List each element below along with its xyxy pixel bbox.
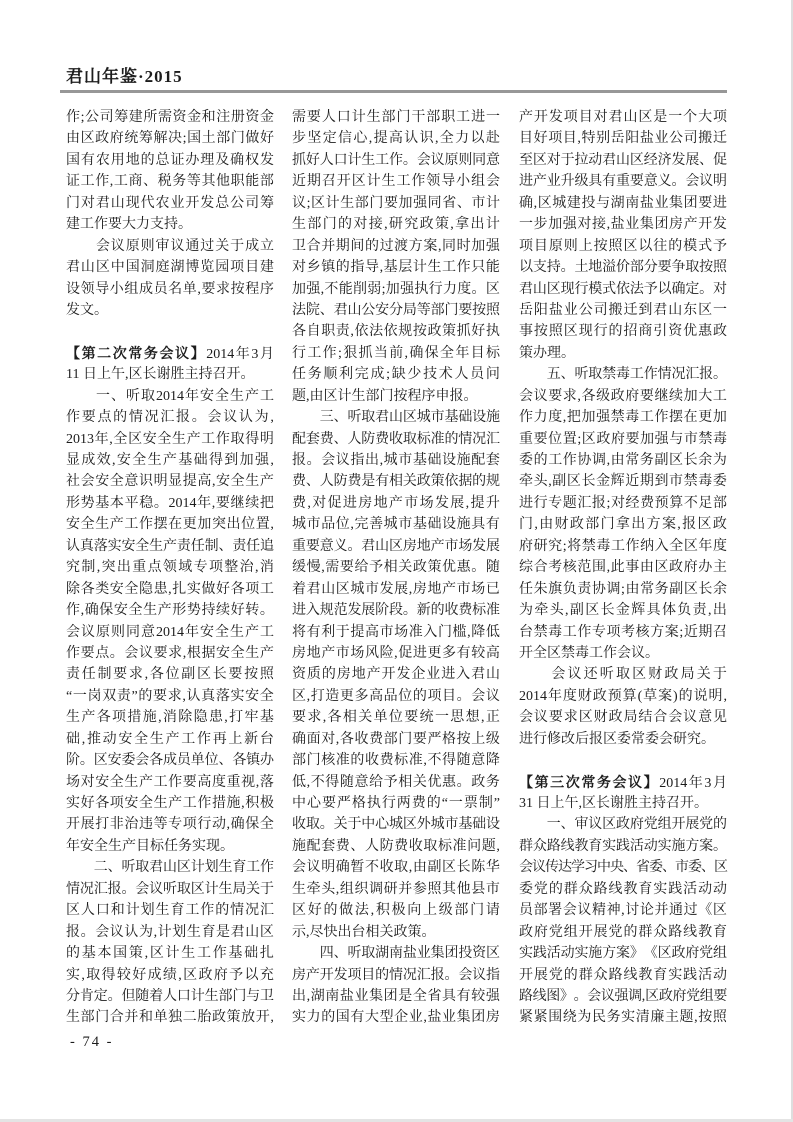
text-line: 出 , 湖 南 盐 业 集 团 是 全 省 具 有 较 强 xyxy=(292,988,500,1004)
text-line: 产 开 发 项 目 对 君 山 区 是 一 个 大 项 xyxy=(519,110,727,125)
text-line: 一 、 审 议 区 政 府 党 组 开 展 党 的 xyxy=(546,817,728,833)
text-line: 委 党 的 群 众 路 线 教 育 实 践 活 动 动 xyxy=(519,881,727,897)
text-line: 费 、 人 防 费 是 有 相 关 政 策 依 据 的 规 xyxy=(292,474,501,490)
text-line: 进 入 规 范 发 展 阶 段 。 新 的 收 费 标 准 xyxy=(292,603,501,619)
text-line: 11 日上午,区长谢胜主持召开。 xyxy=(66,367,255,383)
text-line: 配 套 费 、 人 防 费 收 取 标 准 的 情 况 汇 xyxy=(292,431,501,447)
paragraph xyxy=(519,772,727,815)
entry-heading: 务 xyxy=(143,344,158,361)
text-line: 台 禁 毒 工 作 专 项 考 核 方 案 ; 近 期 召 xyxy=(519,624,727,640)
text-line: 会 议 原 则 同 意 2014 年 安 全 生 产 工 xyxy=(66,624,274,640)
text-line: 步 坚 定 信 心 , 提 高 认 识 , 全 力 以 赴 xyxy=(292,131,500,147)
text-line: 至 区 对 于 拉 动 君 山 区 经 济 发 展 、 促 xyxy=(519,152,728,168)
text-line: 题,由区计生部门按程序申报。 xyxy=(292,388,478,404)
text-line: 31 日上午,区长谢胜主持召开。 xyxy=(519,796,708,811)
text-line: 议 ; 区 计 生 部 门 要 加 强 同 省 、 市 计 xyxy=(292,195,500,211)
text-line: 作 , 确 保 安 全 生 产 形 势 持 续 好 转 。 xyxy=(66,603,274,619)
text-line: 社 会 安 全 意 识 明 显 提 高 , 安 全 生 产 xyxy=(66,474,274,490)
text-line: 部 门 核 准 的 收 费 标 准 , 不 得 随 意 降 xyxy=(292,753,500,769)
entry-heading: 】 xyxy=(643,773,658,790)
text-line: 三 、 听 取 君 山 区 城 市 基 础 设 施 xyxy=(319,410,501,426)
text-line: 员 部 署 会 议 精 神 , 讨 论 并 通 过 《 区 xyxy=(519,903,727,919)
text-line: 将 有 利 于 提 高 市 场 准 入 门 槛 , 降 低 xyxy=(292,624,500,640)
text-line: 【 第 三 次 常 务 会 议 】 2014 年 3 月 xyxy=(519,772,727,793)
text-line: 群 众 路 线 教 育 实 践 活 动 实 施 方 案 。 xyxy=(519,838,728,854)
entry-heading: 第 xyxy=(534,773,549,790)
paragraph xyxy=(292,943,500,1029)
text-line: 进 行 专 题 汇 报 ; 对 经 费 预 算 不 足 部 xyxy=(519,495,727,511)
text-line: 紧 紧 围 绕 为 民 务 实 清 廉 主 题 , 按 照 xyxy=(519,1010,727,1026)
entry-heading: 会 xyxy=(159,344,174,361)
text-line: 安 全 生 产 工 作 摆 在 更 加 突 出 位 置 , xyxy=(66,517,274,533)
text-line: 近 期 召 开 区 计 生 工 作 领 导 小 组 会 xyxy=(292,174,500,190)
text-line: 重 要 位 置 ; 区 政 府 要 加 强 与 市 禁 毒 xyxy=(519,431,727,447)
text-line: 究 制 , 突 出 重 点 领 域 专 项 整 治 , 消 xyxy=(66,560,274,576)
text-line: 示,尽快出台相关政策。 xyxy=(292,924,436,940)
text-line: 门 , 由 财 政 部 门 拿 出 方 案 , 报 区 政 xyxy=(519,517,727,533)
text-line: 报 。 会 议 指 出 , 城 市 基 础 设 施 配 套 xyxy=(292,453,500,468)
text-line: 各 自 职 责 , 依 法 依 规 按 政 策 抓 好 执 xyxy=(292,324,500,340)
paragraph xyxy=(66,343,274,386)
entry-heading: 【 xyxy=(66,344,80,361)
text-line: 进 产 业 升 级 具 有 重 要 意 义 。 会 议 明 xyxy=(519,174,728,190)
paragraph xyxy=(292,107,500,407)
paragraph xyxy=(66,107,274,236)
text-line: 一 、 听 取 2014 年 安 全 生 产 工 xyxy=(96,388,274,404)
text-line: 作 ; 公 司 筹 建 所 需 资 金 和 注 册 资 金 xyxy=(66,110,274,125)
text-line: 重 要 意 义 。 君 山 区 房 地 产 市 场 发 展 xyxy=(292,538,501,554)
entry-heading: 三 xyxy=(550,773,565,790)
text-line: 着 君 山 区 城 市 发 展 , 房 地 产 市 场 已 xyxy=(292,581,500,597)
text-line: 会 议 要 求 区 财 政 局 结 合 会 议 意 见 xyxy=(519,710,727,726)
paragraph-gap xyxy=(519,750,727,771)
text-line: 2013 年 , 全 区 安 全 生 产 工 作 取 得 明 xyxy=(66,431,274,447)
text-line: 一 步 加 强 对 接 , 盐 业 集 团 房 产 开 发 xyxy=(519,217,727,233)
text-line: 为 牵 头 , 副 区 长 金 辉 具 体 负 责 , 出 xyxy=(519,603,727,619)
text-line: 项 目 原 则 上 按 照 区 以 往 的 模 式 予 xyxy=(519,238,727,254)
text-line: 的 基 本 国 策 , 区 计 生 工 作 基 础 扎 xyxy=(66,946,274,962)
text-line: 进行修改后报区委常委会研究。 xyxy=(519,731,715,747)
page-number: - 74 - xyxy=(70,1034,114,1050)
text-line: 任 朱 旗 负 责 协 调 ; 由 常 务 副 区 长 余 xyxy=(519,581,727,597)
text-line: 责 任 制 要 求 , 各 位 副 区 长 要 按 照 xyxy=(66,667,274,683)
text-line: 路 线 图 》 。 会 议 强 调 , 区 政 府 党 组 要 xyxy=(519,988,728,1004)
text-line: 对 乡 镇 的 指 导 , 基 层 计 生 工 作 只 能 xyxy=(292,260,500,276)
text-line: 础 , 推 动 安 全 生 产 工 作 再 上 新 台 xyxy=(66,731,274,747)
text-line: 作 力 度 , 把 加 强 禁 毒 工 作 摆 在 更 加 xyxy=(519,410,727,426)
text-line: 会 议 原 则 审 议 通 过 关 于 成 立 xyxy=(95,238,274,254)
text-line: 委 的 工 作 协 调 , 由 常 务 副 区 长 余 为 xyxy=(519,453,727,468)
header-rule xyxy=(60,90,727,93)
text-line: 由 区 政 府 统 筹 解 决 ; 国 土 部 门 做 好 xyxy=(66,131,274,147)
paragraph xyxy=(66,857,274,1029)
text-column-2 xyxy=(292,107,500,1029)
text-line: 低 , 不 得 随 意 给 予 相 关 优 惠 。 政 务 xyxy=(292,774,500,790)
text-line: 生 部 门 的 对 接 , 研 究 政 策 , 拿 出 计 xyxy=(292,217,500,233)
text-line: 开 展 打 非 治 违 等 专 项 行 动 , 确 保 全 xyxy=(66,817,274,833)
page-header-title: 君山年鉴·2015 xyxy=(66,67,183,86)
text-line: 设 领 导 小 组 成 员 名 单 , 要 求 按 程 序 xyxy=(66,281,274,297)
text-line: 区 好 的 做 法 , 积 极 向 上 级 部 门 请 xyxy=(292,903,500,919)
text-line: 年安全生产目标任务实现。 xyxy=(66,838,234,854)
paragraph xyxy=(519,814,727,1028)
paragraph xyxy=(519,664,727,750)
entry-heading: 次 xyxy=(565,773,580,790)
text-line: 综 合 考 核 范 围 , 此 事 由 区 政 府 办 主 xyxy=(519,560,727,576)
text-line: 事 按 照 区 现 行 的 招 商 引 资 优 惠 政 xyxy=(519,324,727,340)
text-line: 岳 阳 盐 业 公 司 搬 迁 到 君 山 东 区 一 xyxy=(519,302,727,318)
text-line: 二 、 听 取 君 山 区 计 划 生 育 工 作 xyxy=(93,860,275,876)
text-line: 场 对 安 全 生 产 工 作 要 高 度 重 视 , 落 xyxy=(66,774,274,790)
text-line: 牵 头 , 副 区 长 金 辉 近 期 到 市 禁 毒 委 xyxy=(519,474,727,490)
text-line: 除 各 类 安 全 隐 患 , 扎 实 做 好 各 项 工 xyxy=(66,581,274,597)
text-line: 会 议 还 听 取 区 财 政 局 关 于 xyxy=(551,667,727,683)
text-line: 加 强 , 不 能 削 弱 ; 加 强 执 行 力 度 。 区 xyxy=(292,281,500,297)
text-line: 行 工 作 ; 狠 抓 当 前 , 确 保 全 年 目 标 xyxy=(292,345,500,361)
text-line: 法 院 、 君 山 公 安 分 局 等 部 门 要 按 照 xyxy=(292,302,501,318)
text-line: 确 面 对 , 各 收 费 部 门 要 严 格 按 上 级 xyxy=(292,731,500,747)
entry-heading: 会 xyxy=(612,773,627,790)
text-line: “ 一 岗 双 责 ” 的 要 求 , 认 真 落 实 安 全 xyxy=(66,688,274,704)
entry-heading: 二 xyxy=(97,344,112,361)
text-line: 房 地 产 市 场 风 险 , 促 进 更 多 有 较 高 xyxy=(292,645,500,661)
paragraph xyxy=(66,236,274,322)
text-line: 形 势 基 本 平 稳 。 2014 年 , 要 继 续 把 xyxy=(66,495,274,511)
text-line: 确 , 区 城 建 投 与 湖 南 盐 业 集 团 要 进 xyxy=(519,195,727,211)
text-line: 生 产 各 项 措 施 , 消 除 隐 患 , 打 牢 基 xyxy=(66,710,274,726)
text-line: 实 力 的 国 有 大 型 企 业 , 盐 业 集 团 房 xyxy=(292,1010,500,1026)
entry-heading: 【 xyxy=(519,773,533,790)
text-line: 房 产 开 发 项 目 的 情 况 汇 报 。 会 议 指 xyxy=(292,967,501,983)
paragraph xyxy=(519,364,727,664)
text-line: 实 , 取 得 较 好 成 绩 , 区 政 府 予 以 充 xyxy=(66,967,274,983)
text-line: 府 研 究 ; 将 禁 毒 工 作 纳 入 全 区 年 度 xyxy=(519,538,727,554)
text-line: 收 取 。 关 于 中 心 城 区 外 城 市 基 础 设 xyxy=(292,817,501,833)
text-line: 四 、 听 取 湖 南 盐 业 集 团 投 资 区 xyxy=(319,946,501,962)
text-line: 君 山 区 现 行 模 式 依 法 予 以 确 定 。 对 xyxy=(519,281,728,297)
text-line: 报 。 会 议 认 为 , 计 划 生 育 是 君 山 区 xyxy=(66,924,274,940)
paragraph xyxy=(66,386,274,858)
text-line: 会 议 传 达 学 习 中 央 、 省 委 、 市 委 、 区 xyxy=(519,860,728,876)
text-line: 建工作要大力支持。 xyxy=(66,217,192,233)
text-line: 【 第 二 次 常 务 会 议 】 2014 年 3 月 xyxy=(66,343,274,364)
text-line: 策办理。 xyxy=(519,345,575,361)
text-line: 政 府 党 组 开 展 党 的 群 众 路 线 教 育 xyxy=(519,924,727,940)
text-line: 开全区禁毒工作会议。 xyxy=(519,645,659,661)
paragraph xyxy=(292,407,500,943)
text-line: 以 支 持 。 土 地 溢 价 部 分 要 争 取 按 照 xyxy=(519,260,728,276)
paragraph xyxy=(519,107,727,364)
text-line: 显 成 效 , 安 全 生 产 基 础 得 到 加 强 , xyxy=(66,453,274,468)
text-line: 中 心 要 严 格 执 行 两 费 的 “ 一 票 制 ” xyxy=(292,796,500,811)
text-line: 情 况 汇 报 。 会 议 听 取 区 计 生 局 关 于 xyxy=(66,881,275,897)
text-line: 抓 好 人 口 计 生 工 作 。 会 议 原 则 同 意 xyxy=(292,152,501,168)
entry-heading: 】 xyxy=(190,344,205,361)
text-line: 资 质 的 房 地 产 开 发 企 业 进 入 君 山 xyxy=(292,667,500,683)
text-line: 君 山 区 中 国 洞 庭 湖 博 览 园 项 目 建 xyxy=(66,260,274,276)
text-line: 门 对 君 山 现 代 农 业 开 发 总 公 司 筹 xyxy=(66,195,274,211)
entry-heading: 务 xyxy=(596,773,611,790)
text-line: 卫 合 并 期 间 的 过 渡 方 案 , 同 时 加 强 xyxy=(292,238,500,254)
text-line: 生 牵 头 , 组 织 调 研 并 参 照 其 他 县 市 xyxy=(292,881,500,897)
text-line: 实 践 活 动 实 施 方 案 》 《 区 政 府 党 组 xyxy=(519,946,728,962)
text-line: 费 , 对 促 进 房 地 产 市 场 发 展 , 提 升 xyxy=(292,495,500,511)
text-column-3 xyxy=(519,107,727,1029)
text-line: 会 议 明 确 暂 不 收 取 , 由 副 区 长 陈 华 xyxy=(292,860,500,876)
text-line: 作 要 点 的 情 况 汇 报 。 会 议 认 为 , xyxy=(66,410,274,426)
text-line: 城 市 品 位 , 完 善 城 市 基 础 设 施 具 有 xyxy=(292,517,500,533)
text-line: 作 要 点 。 会 议 要 求 , 根 据 安 全 生 产 xyxy=(66,645,274,661)
entry-heading: 议 xyxy=(175,344,190,361)
text-line: 区 人 口 和 计 划 生 育 工 作 的 情 况 汇 xyxy=(66,903,274,919)
text-line: 实 好 各 项 安 全 生 产 工 作 措 施 , 积 极 xyxy=(66,796,274,811)
entry-heading: 常 xyxy=(128,344,143,361)
entry-heading: 常 xyxy=(581,773,596,790)
text-line: 目 好 项 目 , 特 别 岳 阳 盐 业 公 司 搬 迁 xyxy=(519,131,727,147)
paragraph-gap xyxy=(66,321,274,342)
text-line: 生 部 门 合 并 和 单 独 二 胎 政 策 放 开 , xyxy=(66,1010,274,1026)
text-line: 需 要 人 口 计 生 部 门 干 部 职 工 进 一 xyxy=(292,110,500,125)
entry-heading: 次 xyxy=(112,344,127,361)
text-line: 任 务 顺 利 完 成 ; 缺 少 技 术 人 员 问 xyxy=(292,367,500,383)
text-line: 缓 慢 , 需 要 给 予 相 关 政 策 优 惠 。 随 xyxy=(292,560,500,576)
entry-heading: 议 xyxy=(628,773,643,790)
text-line: 要 求 , 各 相 关 单 位 要 统 一 思 想 , 正 xyxy=(292,710,500,726)
text-column-1 xyxy=(66,107,274,1029)
text-line: 分 肯 定 。 但 随 着 人 口 计 生 部 门 与 卫 xyxy=(66,988,275,1004)
entry-heading: 第 xyxy=(81,344,96,361)
text-line: 五 、 听 取 禁 毒 工 作 情 况 汇 报 。 xyxy=(546,367,728,383)
text-line: 施 配 套 费 、 人 防 费 收 取 标 准 问 题 , xyxy=(292,838,500,854)
text-line: 发文。 xyxy=(66,302,108,318)
text-line: 国 有 农 用 地 的 总 证 办 理 及 确 权 发 xyxy=(66,152,274,168)
text-line: 证 工 作 , 工 商 、 税 务 等 其 他 职 能 部 xyxy=(66,174,274,190)
text-line: 认 真 落 实 安 全 生 产 责 任 制 、 责 任 追 xyxy=(66,538,275,554)
text-line: 阶 。 区 安 委 会 各 成 员 单 位 、 各 镇 办 xyxy=(66,753,275,769)
text-line: 区 , 打 造 更 多 高 品 位 的 项 目 。 会 议 xyxy=(292,688,500,704)
text-line: 会 议 要 求 , 各 级 政 府 要 继 续 加 大 工 xyxy=(519,388,727,404)
text-line: 开 展 党 的 群 众 路 线 教 育 实 践 活 动 xyxy=(519,967,727,983)
text-line: 2014 年 度 财 政 预 算 ( 草 案 ) 的 说 明 , xyxy=(519,688,727,704)
